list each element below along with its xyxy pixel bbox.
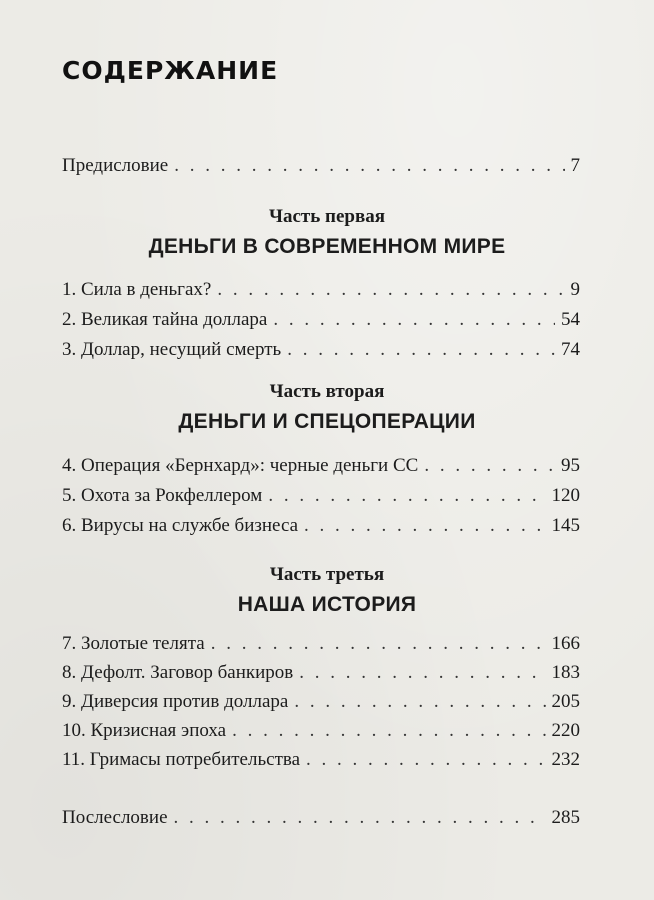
toc-entry-page: 220 — [551, 720, 580, 741]
toc-entry-label: 4. Операция «Бернхард»: черные деньги СС — [62, 455, 419, 476]
part-label: Часть первая — [269, 206, 385, 227]
toc-entry — [62, 278, 580, 302]
toc-entry-label: Предисловие — [62, 155, 169, 176]
dot-leader — [232, 719, 545, 743]
toc-entry-page: 145 — [551, 515, 580, 536]
toc-entry-label: 6. Вирусы на службе бизнеса — [62, 515, 299, 536]
toc-entry-label: 8. Дефолт. Заговор банкиров — [62, 662, 294, 683]
part-label: Часть третья — [269, 564, 385, 585]
toc-entry-page: 95 — [561, 455, 580, 476]
toc-entry — [62, 338, 580, 362]
dot-leader — [287, 338, 555, 362]
toc-entry-page: 74 — [561, 339, 580, 360]
toc-entry-label: 2. Великая тайна доллара — [62, 309, 268, 330]
dot-leader — [174, 154, 564, 178]
part-label: Часть вторая — [269, 381, 385, 402]
toc-entry-label: 9. Диверсия против доллара — [62, 691, 289, 712]
toc-entry-label: 3. Доллар, несущий смерть — [62, 339, 282, 360]
toc-entry-afterword — [62, 806, 580, 830]
toc-entry — [62, 514, 580, 538]
dot-leader — [174, 806, 546, 830]
toc-entry-page: 54 — [561, 309, 580, 330]
toc-entry — [62, 484, 580, 508]
toc-entry-page: 120 — [551, 485, 580, 506]
toc-entry-label: 7. Золотые телята — [62, 633, 205, 654]
toc-entry-page: 285 — [551, 807, 580, 828]
toc-entry-label: 1. Сила в деньгах? — [62, 279, 212, 300]
toc-entry-page: 183 — [551, 662, 580, 683]
dot-leader — [424, 454, 555, 478]
toc-entry — [62, 632, 580, 656]
dot-leader — [268, 484, 545, 508]
toc-entry-label: 11. Гримасы потребительства — [62, 749, 301, 770]
part-title: НАША ИСТОРИЯ — [237, 593, 417, 616]
part-title: ДЕНЬГИ В СОВРЕМЕННОМ МИРЕ — [148, 235, 506, 258]
part-title: ДЕНЬГИ И СПЕЦОПЕРАЦИИ — [178, 410, 476, 433]
toc-entry-page: 232 — [551, 749, 580, 770]
contents-heading: СОДЕРЖАНИЕ — [62, 56, 279, 85]
toc-entry — [62, 308, 580, 332]
dot-leader — [211, 632, 546, 656]
toc-entry — [62, 690, 580, 714]
dot-leader — [217, 278, 564, 302]
toc-entry — [62, 454, 580, 478]
toc-entry — [62, 661, 580, 685]
toc-entry-preface — [62, 154, 580, 178]
toc-entry-page: 205 — [551, 691, 580, 712]
dot-leader — [306, 748, 545, 772]
dot-leader — [273, 308, 555, 332]
toc-entry-label: Послесловие — [62, 807, 168, 828]
toc-entry — [62, 748, 580, 772]
toc-entry-page: 166 — [551, 633, 580, 654]
dot-leader — [294, 690, 545, 714]
toc-entry-label: 10. Кризисная эпоха — [62, 720, 227, 741]
dot-leader — [299, 661, 545, 685]
toc-entry-page: 9 — [570, 279, 580, 300]
dot-leader — [304, 514, 545, 538]
toc-entry-page: 7 — [570, 155, 580, 176]
toc-entry-label: 5. Охота за Рокфеллером — [62, 485, 263, 506]
toc-entry — [62, 719, 580, 743]
